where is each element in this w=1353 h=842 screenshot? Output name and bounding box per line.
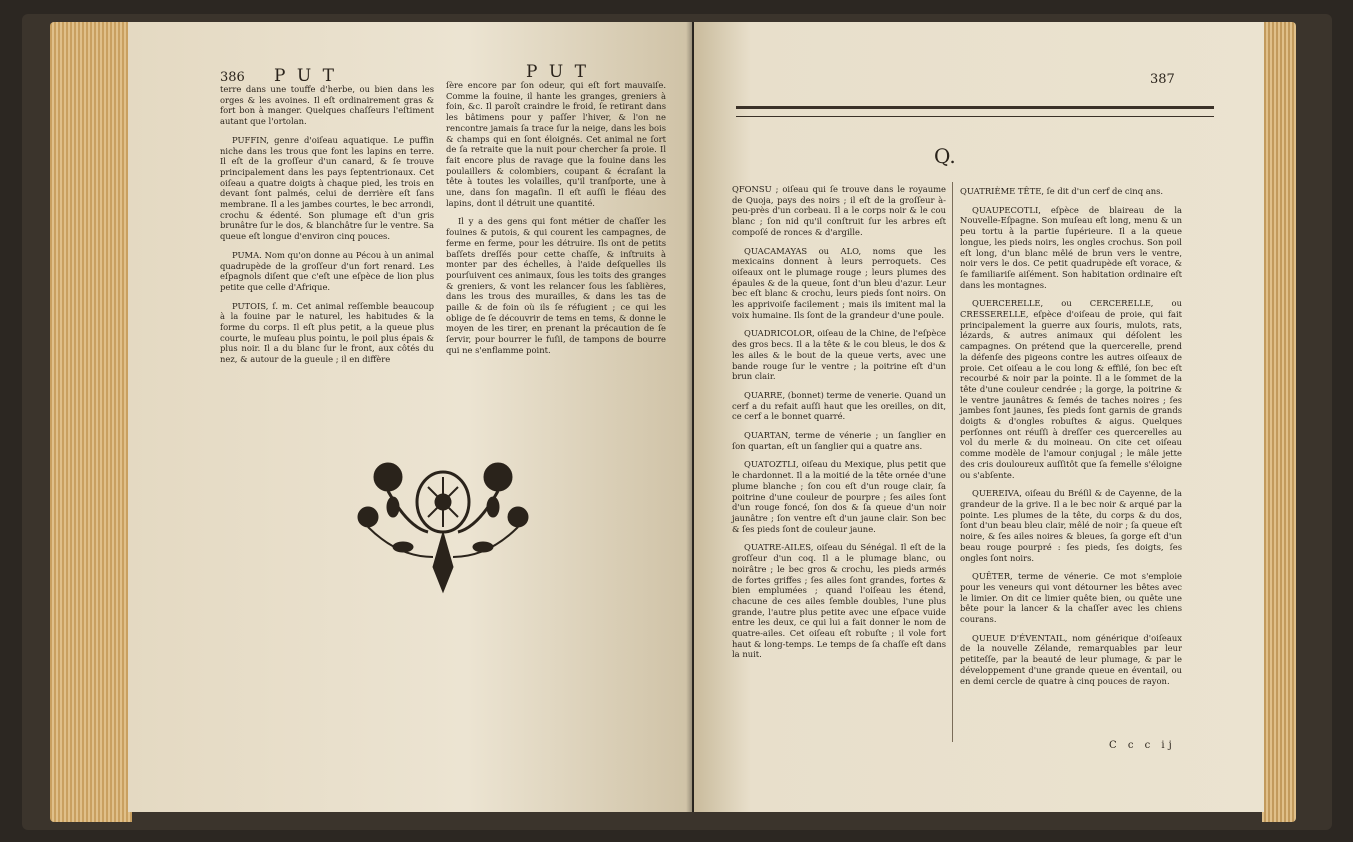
paragraph: QUÊTER, terme de vénerie. Ce mot s'emploie pour les veneurs qui vont détourner les bêtes avec le limier. On dit ce limier quête bien, ou quête une bête pour la lancer & la chaſſer avec les chiens courans. <box>960 571 1182 625</box>
paragraph: QUEUE D'ÉVENTAIL, nom générique d'oiſeaux de la nouvelle Zélande, remarquables par leur petiteſſe, par la beauté de leur plumage, & par le développement d'une grande queue en éventail, ou en demi cercle de quatre à cinq pouces de rayon. <box>960 632 1182 686</box>
paragraph: ſère encore par ſon odeur, qui eſt fort mauvaiſe. Comme la fouine, il hante les granges, greniers à foin, &c. Il paroît craindre le froid, ſe retirant dans les bâtimens pour y paſſer l'hiver, & l'on ne rencontre jamais ſa trace ſur la neige, dans les bois & champs qui en ſont éloignés. Cet animal ne ſort de ſa retraite que la nuit pour chercher ſa proie. Il fait encore plus de ravage que la fouine dans les poulaillers & colombiers, coupant & écraſant la tête à toutes les volailles, qu'il tranſporte, une à une, dans ſon magaſin. Il eſt auſſi le fléau des lapins, dont il détruit une quantité. <box>446 80 666 208</box>
left-column-1 <box>220 84 434 373</box>
paragraph: QUARTAN, terme de vénerie ; un ſanglier en ſon quartan, eſt un ſanglier qui a quatre ans. <box>732 430 946 451</box>
paragraph: Il y a des gens qui font métier de chaſſer les fouines & putois, & qui courent les campagnes, de ferme en ferme, pour les détruire. Ils ont de petits baſſets dreſſés pour cette chaſſe, & inſtruits à monter par des échelles, à l'aide deſquelles ils pourſuivent ces animaux, ſous les toits des granges & greniers, & vont les relancer ſous les ſablières, dans les trous des murailles, & dans les tas de paille & de foin où ils ſe réfugient ; ce qui les oblige de ſe découvrir de tems en tems, & donne le moyen de les tirer, en prenant la précaution de ſe ſervir, pour bourrer le fuſil, de tampons de bourre qui ne s'enflamme point. <box>446 216 666 355</box>
floral-vignette-icon <box>348 447 538 597</box>
paragraph: PUMA. Nom qu'on donne au Pécou à un animal quadrupède de la groſſeur d'un fort renard. Les eſpagnols diſent que c'eſt une eſpèce de lion plus petite que celle d'Afrique. <box>220 249 434 292</box>
page-number-right: 387 <box>1150 72 1175 87</box>
running-head-right: P U T <box>526 62 589 82</box>
page-number-left: 386 <box>220 70 245 85</box>
right-page <box>694 22 1264 812</box>
column-divider <box>952 182 953 742</box>
signature-mark: C c c ij <box>1109 740 1176 751</box>
paragraph: PUTOIS, ſ. m. Cet animal reſſemble beaucoup à la fouine par le naturel, les habitudes & la forme du corps. Il eſt plus petit, a la queue plus courte, le muſeau plus pointu, le poil plus épais & plus noir. Il a du blanc ſur le front, aux côtés du nez, & autour de la gueule ; il en diffère <box>220 300 434 365</box>
paragraph: QUERCERELLE, ou CERCERELLE, ou CRESSERELLE, eſpèce d'oiſeau de proie, qui fait principalement la guerre aux ſouris, mulots, rats, lézards, & autres animaux qui déſolent les campagnes. On prétend que la quercerelle, prend la défenſe des pigeons contre les autres oiſeaux de proie. Cet oiſeau a le cou long & effilé, ſon bec eſt recourbé & noir par la pointe. Il a le ſommet de la tête d'une couleur cendrée ; la gorge, la poitrine & le ventre jaunâtres & ſemés de taches noires ; ſes jambes ſont jaunes, ſes pieds ſont garnis de grands doigts & d'ongles robuſtes & aigus. Quelques perſonnes ont réuſſi à dreſſer ces quercerelles au vol du merle & du moineau. On cite cet oiſeau comme modèle de l'amour conjugal ; le mâle jette des cris douloureux auſſitôt que ſa femelle s'éloigne ou s'abſente. <box>960 298 1182 480</box>
left-page-edges <box>50 22 132 822</box>
right-column-1 <box>732 184 946 668</box>
paragraph: PUFFIN, genre d'oiſeau aquatique. Le puffin niche dans les trous que font les lapins en terre. Il eſt de la groſſeur d'un canard, & ſe trouve principalement dans les pays ſeptentrionaux. Cet oiſeau a quatre doigts à chaque pied, les trois en devant ſont palmés, celui de derrière eſt ſans membrane. Il a les jambes courtes, le bec arrondi, crochu & édenté. Son plumage eſt d'un gris brunâtre ſur le dos, & blanchâtre ſur le ventre. Sa queue eſt longue d'environ cinq pouces. <box>220 134 434 242</box>
paragraph: QUATRIÈME TÊTE, ſe dit d'un cerf de cinq ans. <box>960 186 1164 196</box>
paragraph: QUARRE, (bonnet) terme de venerie. Quand un cerf a du refait auſſi haut que les oreilles, on dit, ce cerf a le bonnet quarré. <box>732 389 946 422</box>
section-letter: Q. <box>934 144 956 168</box>
header-rule <box>736 106 1214 117</box>
right-page-edges <box>1262 22 1296 822</box>
left-page <box>128 22 692 812</box>
left-column-2 <box>446 80 666 364</box>
paragraph: QUACAMAYAS ou ALO, noms que les mexicains donnent à leurs perroquets. Ces oiſeaux ont le plumage rouge ; leurs plumes des épaules & de la queue, ſont d'un bleu d'azur. Leur bec eſt blanc & crochu, leurs pieds ſont noirs. On les apprivoiſe facilement ; mais ils imitent mal la voix humaine. Ils ſont de la grandeur d'une poule. <box>732 245 946 320</box>
paragraph: QUEREIVA, oiſeau du Bréſil & de Cayenne, de la grandeur de la grive. Il a le bec noir & arqué par la pointe. Les plumes de la tête, du corps & du dos, ſont d'un beau bleu clair, mêlé de noir ; ſa queue eſt noire, & ſes ailes noires & bleues, ſa gorge eſt d'un beau rouge pourpré : ſes pieds, ſes doigts, ſes ongles ſont noirs. <box>960 488 1182 563</box>
paragraph: QUATRE-AILES, oiſeau du Sénégal. Il eſt de la groſſeur d'un coq. Il a le plumage blanc, ou noirâtre ; le bec gros & crochu, les pieds armés de fortes griffes ; ſes ailes ſont grandes, fortes & bien emplumées ; quand l'oiſeau les étend, chacune de ces ailes ſemble doubles, l'une plus grande, l'autre plus petite avec une eſpace vuide entre les deux, ce qui lui a fait donner le nom de quatre-ailes. Cet oiſeau eſt robuſte ; il vole fort haut & long-temps. Le temps de ſa chaſſe eſt dans la nuit. <box>732 542 946 660</box>
right-column-2 <box>960 186 1182 694</box>
paragraph: QUADRICOLOR, oiſeau de la Chine, de l'eſpèce des gros becs. Il a la tête & le cou bleus, le dos & les ailes & le bout de la queue verts, avec une bande rouge ſur le ventre ; la poitrine eſt d'un brun clair. <box>732 328 946 382</box>
paragraph: QUATOZTLI, oiſeau du Mexique, plus petit que le chardonnet. Il a la moitié de la tête ornée d'une plume blanche ; ſon cou eſt d'un rouge clair, ſa poitrine d'une couleur de pourpre ; ſes ailes ſont d'un rouge foncé, ſon dos & ſa queue d'un noir jaunâtre ; ſon ventre eſt d'un jaune clair. Son bec & ſes pieds ſont de couleur jaune. <box>732 459 946 534</box>
paragraph: QFONSU ; oiſeau qui ſe trouve dans le royaume de Quoja, pays des noirs ; il eſt de la groſſeur à-peu-près d'un corbeau. Il a le corps noir & le cou blanc ; ſon nid qu'il conſtruit ſur les arbres eſt compoſé de ronces & d'argille. <box>732 184 946 237</box>
running-head-left: P U T <box>274 66 337 86</box>
paragraph: QUAUPECOTLI, eſpèce de blaireau de la Nouvelle-Eſpagne. Son muſeau eſt long, menu & un peu tortu à la partie ſupérieure. Il a la queue longue, les pieds noirs, les ongles crochus. Son poil eſt long, d'un blanc mêlé de brun vers le ventre, noir vers le dos. Ce petit quadrupède eſt vorace, & ſe familiariſe aiſément. Son habitation ordinaire eſt dans les montagnes. <box>960 204 1182 290</box>
paragraph: terre dans une touffe d'herbe, ou bien dans les orges & les avoines. Il eſt ordinairement gras & fort bon à manger. Quelques chaſſeurs l'eſtiment autant que l'ortolan. <box>220 84 434 127</box>
